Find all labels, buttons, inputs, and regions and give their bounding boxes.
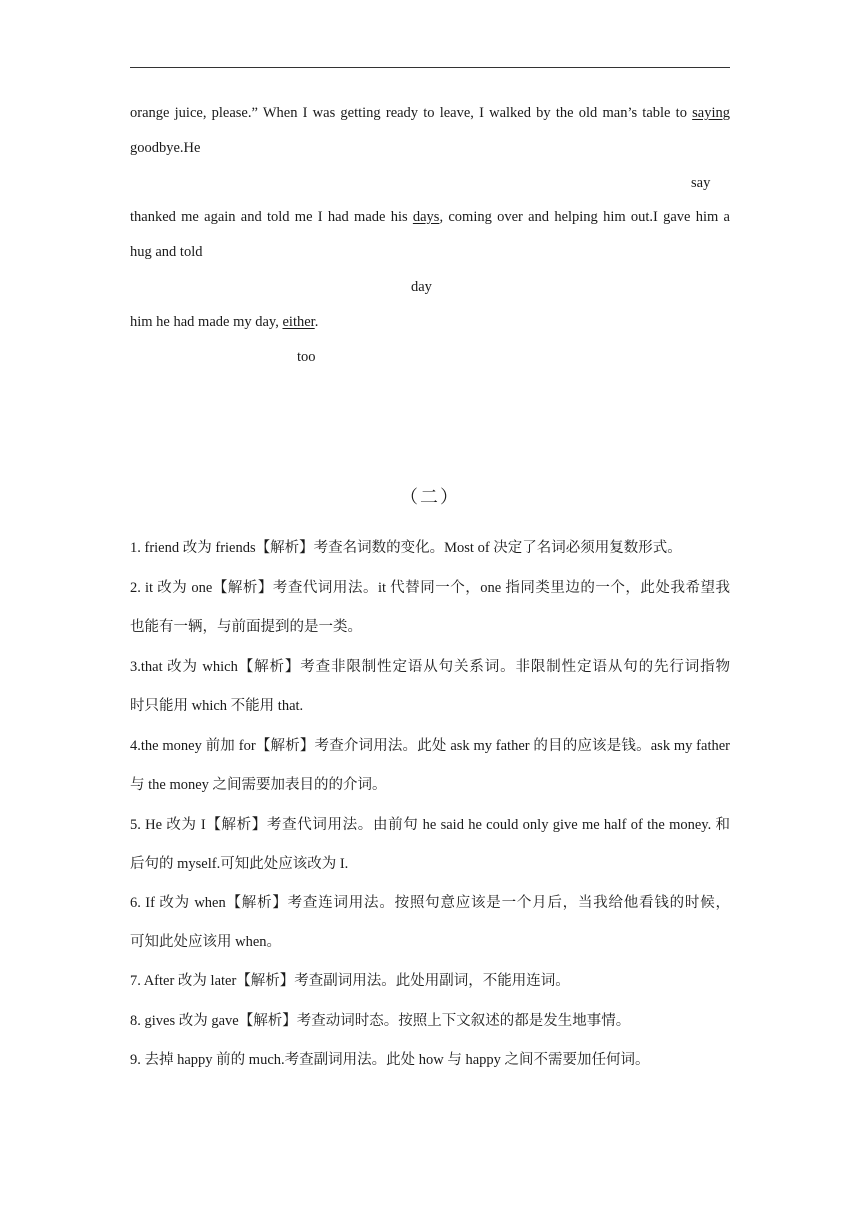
answer-line: 3.that 改为 which【解析】考查非限制性定语从句关系词。非限制性定语从句的先行词指物 <box>130 659 730 675</box>
passage-line: goodbye.He <box>130 140 201 156</box>
passage-line <box>130 312 318 332</box>
answer-line: 4.the money 前加 for【解析】考查介词用法。此处 ask my father 的目的应该是钱。ask my father <box>130 738 730 754</box>
answer-line: 也能有一辆，与前面提到的是一类。 <box>130 619 362 635</box>
answer-line: 9. 去掉 happy 前的 much.考查副词用法。此处 how 与 happy 之间不需要加任何词。 <box>130 1052 650 1068</box>
error-word: either <box>282 314 315 330</box>
passage-line <box>130 207 730 227</box>
answer-line: 6. If 改为 when【解析】考查连词用法。按照句意应该是一个月后，当我给他看钱的时候， <box>130 895 730 911</box>
passage-text: , coming over and helping him out.I gave him a <box>439 209 730 225</box>
answer-line: 2. it 改为 one【解析】考查代词用法。it 代替同一个，one 指同类里边的一个，此处我希望我 <box>130 580 730 596</box>
header-rule <box>130 67 730 68</box>
error-word: days <box>412 209 440 225</box>
passage-text: orange juice, please.” When I was getting ready to leave, I walked by the old man’s table to <box>130 105 693 121</box>
answer-line: 后句的 myself.可知此处应该改为 I. <box>130 856 349 872</box>
passage-text: thanked me again and told me I had made his <box>130 209 413 225</box>
passage-text: him he had made my day, <box>130 314 283 330</box>
answer-line: 可知此处应该用 when。 <box>130 934 282 950</box>
error-word: saying <box>692 105 730 121</box>
correction-word: too <box>297 349 316 365</box>
passage-line <box>130 103 730 123</box>
answer-line: 1. friend 改为 friends【解析】考查名词数的变化。Most of 决定了名词必须用复数形式。 <box>130 540 682 556</box>
answer-line: 7. After 改为 later【解析】考查副词用法。此处用副词，不能用连词。 <box>130 973 570 989</box>
passage-text: . <box>314 314 319 330</box>
answer-line: 5. He 改为 I【解析】考查代词用法。由前句 he said he could only give me half of the money. 和 <box>130 817 730 833</box>
correction-word: day <box>411 279 432 295</box>
answer-line: 8. gives 改为 gave【解析】考查动词时态。按照上下文叙述的都是发生地事情。 <box>130 1013 631 1029</box>
answer-line: 与 the money 之间需要加表目的的介词。 <box>130 777 387 793</box>
answer-line: 时只能用 which 不能用 that. <box>130 698 304 714</box>
passage-line: hug and told <box>130 244 203 260</box>
section-heading: （二） <box>400 487 460 507</box>
correction-word: say <box>691 175 711 191</box>
